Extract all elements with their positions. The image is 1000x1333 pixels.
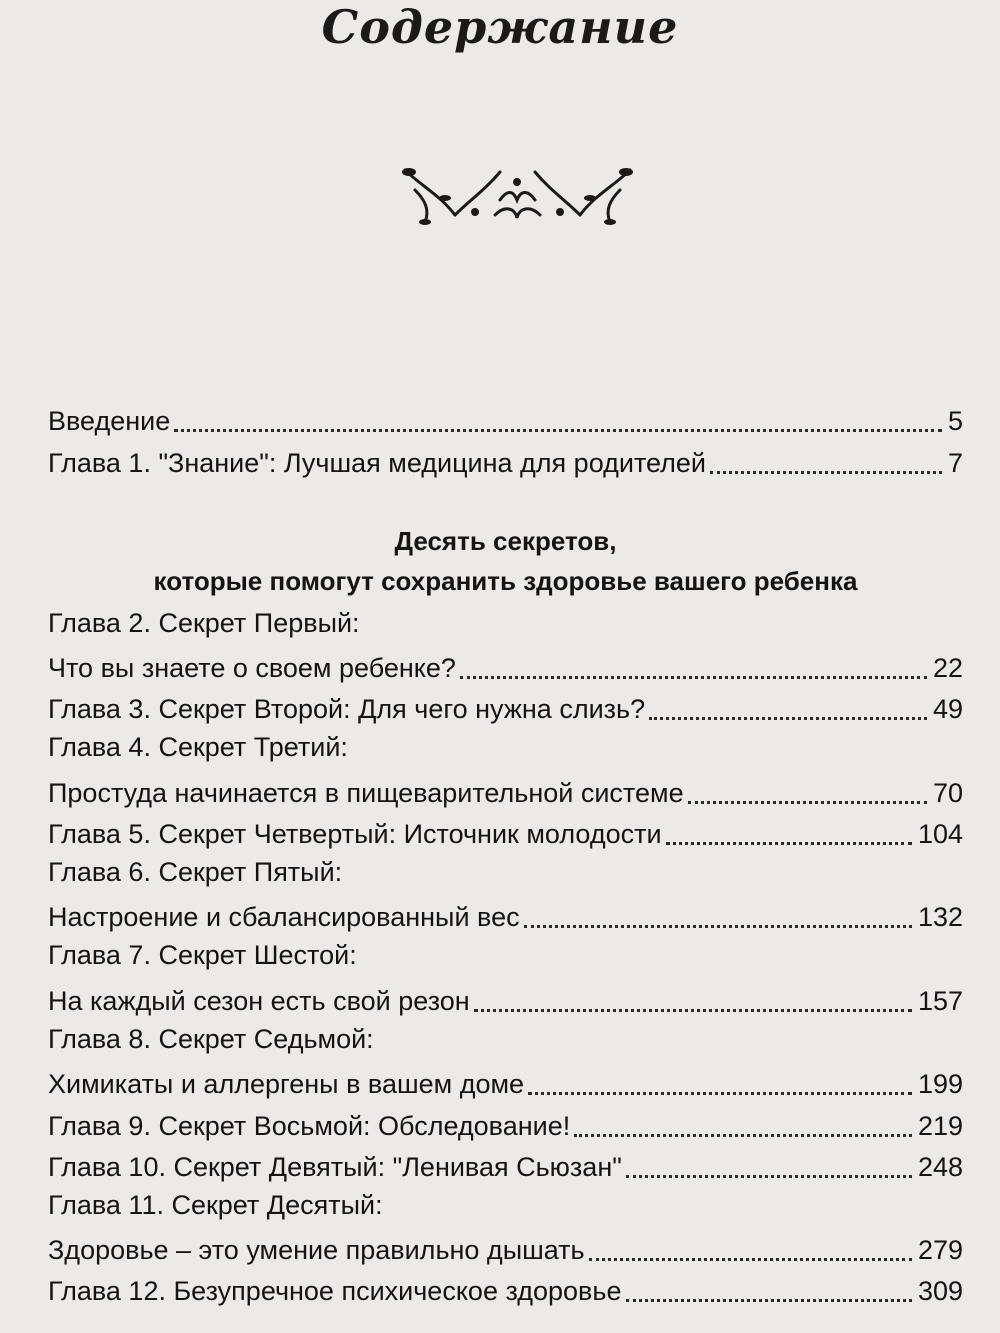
toc-entry-chapter-11 [48, 1227, 963, 1267]
toc-entry-title: Простуда начинается в пищеварительной системе [48, 778, 684, 808]
toc-chapter-2-heading: Глава 2. Секрет Первый: [48, 608, 360, 638]
toc-entry-title: Здоровье – это умение правильно дышать [48, 1235, 585, 1265]
dot-leader [524, 923, 912, 928]
toc-entry-title: Глава 3. Секрет Второй: Для чего нужна слизь? [48, 694, 646, 724]
toc-entry-page: 7 [947, 448, 963, 478]
toc-entry-page: 157 [917, 986, 963, 1016]
toc-entry-page: 309 [917, 1276, 963, 1306]
toc-entry-title: Что вы знаете о своем ребенке? [48, 653, 456, 683]
toc-entry-chapter-3 [48, 686, 963, 726]
toc-entry-page: 248 [917, 1152, 963, 1182]
toc-entry-title: Глава 5. Секрет Четвертый: Источник молодости [48, 819, 662, 849]
dot-leader [574, 1132, 912, 1137]
toc-entry-title: Глава 1. "Знание": Лучшая медицина для родителей [48, 448, 706, 478]
toc-chapter-4-heading: Глава 4. Секрет Третий: [48, 732, 348, 762]
dot-leader [174, 427, 942, 432]
toc-entry-title: Глава 12. Безупречное психическое здоровье [48, 1276, 622, 1306]
toc-entry-chapter-1 [48, 440, 963, 480]
dot-leader [460, 674, 927, 679]
dot-leader [710, 469, 942, 474]
toc-entry-page: 219 [917, 1111, 963, 1141]
toc-entry-page: 104 [917, 819, 963, 849]
toc-entry-chapter-7 [48, 978, 963, 1018]
toc-entry-page: 49 [932, 694, 963, 724]
section-heading-line-2: которые помогут сохранить здоровье вашего ребенка [153, 566, 858, 596]
toc-entry-title: Глава 10. Секрет Девятый: "Ленивая Сьюзан" [48, 1152, 622, 1182]
toc-entry-title: Введение [48, 406, 171, 436]
toc-entry-page: 279 [917, 1235, 963, 1265]
dot-leader [688, 799, 927, 804]
floral-ornament-icon [395, 160, 640, 230]
toc-entry-page: 132 [917, 902, 963, 932]
dot-leader [589, 1256, 912, 1261]
dot-leader [649, 715, 927, 720]
dot-leader [666, 840, 912, 845]
toc-chapter-7-heading: Глава 7. Секрет Шестой: [48, 940, 357, 970]
toc-entry-chapter-4 [48, 770, 963, 810]
toc-chapter-6-heading: Глава 6. Секрет Пятый: [48, 857, 343, 887]
section-heading-line-1: Десять секретов, [394, 526, 617, 556]
toc-entry-title: Глава 9. Секрет Восьмой: Обследование! [48, 1111, 571, 1141]
toc-entry-page: 199 [917, 1069, 963, 1099]
toc-entry-chapter-10 [48, 1144, 963, 1184]
toc-entry-title: Химикаты и аллергены в вашем доме [48, 1069, 525, 1099]
toc-entry-chapter-6 [48, 894, 963, 934]
toc-entry-title: Настроение и сбалансированный вес [48, 902, 520, 932]
toc-entry-page: 70 [932, 778, 963, 808]
toc-entry-chapter-9 [48, 1103, 963, 1143]
toc-entry-page: 5 [947, 406, 963, 436]
toc-chapter-11-heading: Глава 11. Секрет Десятый: [48, 1190, 383, 1220]
toc-entry-chapter-5 [48, 811, 963, 851]
dot-leader [626, 1297, 912, 1302]
dot-leader [474, 1007, 912, 1012]
toc-chapter-8-heading: Глава 8. Секрет Седьмой: [48, 1024, 374, 1054]
toc-entry-chapter-2 [48, 645, 963, 685]
toc-entry-chapter-12 [48, 1268, 963, 1308]
dot-leader [528, 1090, 912, 1095]
toc-entry-title: На каждый сезон есть свой резон [48, 986, 470, 1016]
toc-entry-chapter-8 [48, 1061, 963, 1101]
dot-leader [626, 1173, 912, 1178]
toc-entry-intro [48, 398, 963, 438]
toc-entry-page: 22 [932, 653, 963, 683]
page-title: Содержание [321, 0, 679, 54]
